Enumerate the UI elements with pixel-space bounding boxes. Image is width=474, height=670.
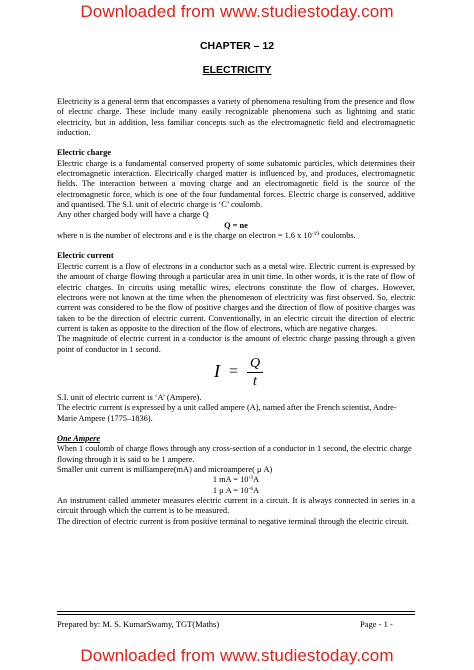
electric-current-heading: Electric current: [57, 251, 114, 261]
electric-charge-heading: Electric charge: [57, 148, 111, 158]
electric-charge-paragraph: Electric charge is a fundamental conserved property of some subatomic particles, which determines their electromagnetic interaction. Electrically charged matter is influenced by, and produces, electromagnetic fields. The interaction between a moving charge and an electromagnetic field is the source of the electromagnetic force, which is one of the four fundamental forces. Electric charge is conserved, additive and quantised. The S.I. unit of electric charge is ‘C’ coulomb.: [57, 158, 415, 210]
electric-current-paragraph: Electric current is a flow of electrons in a conductor such as a metal wire. Electric current is expressed by the amount of charge flowing through a particular area in unit time. In other words, it is the rate of flow of electric charges. In circuits using metallic wires, electrons constitute the flow of charges. However, electrons were not known at the time when the phenomenon of electricity was first observed. So, electric current was considered to be the flow of positive charges and the direction of flow of positive charges was taken to be the direction of electric current. Conventionally, in an electric circuit the direction of electric current is taken as opposite to the direction of the flow of electrons, which are negative charges.: [57, 261, 415, 333]
formula-numerator: Q: [249, 355, 261, 371]
si-unit-line: S.I. unit of electric current is ‘A’ (Ampere).: [57, 392, 202, 402]
charge-where-line: where n is the number of electrons and e is the charge on electron = 1.6 x $10^{-19}$ coulombs.: [57, 231, 356, 241]
intro-paragraph: Electricity is a general term that encompasses a variety of phenomena resulting from the presence and flow of electric charge. These include many easily recognizable phenomena such as lightning and static electricity, but in addition, less familiar concepts such as the electromagnetic field and electromagnetic induction.: [57, 97, 415, 138]
download-banner-top: Downloaded from www.studiestoday.com: [80, 2, 394, 21]
download-banner-bottom: Downloaded from www.studiestoday.com: [80, 646, 394, 665]
chapter-title: ELECTRICITY: [202, 64, 272, 76]
one-ampere-paragraph: When 1 coulomb of charge flows through any cross-section of a conductor in 1 second, the electric charge flowing through it is said to be 1 ampere.: [57, 444, 412, 464]
footer-author: Prepared by: M. S. KumarSwamy, TGT(Maths): [57, 619, 220, 629]
ammeter-paragraph: An instrument called ammeter measures electric current in a circuit. It is always connected in series in a circuit through which the current is to be measured.: [57, 496, 415, 516]
one-ampere-heading: One Ampere: [57, 433, 101, 443]
ampere-unit-paragraph: The electric current is expressed by a unit called ampere (A), named after the French scientist, Andre-Marie Ampere (1775–1836).: [57, 403, 397, 423]
exponent: -19: [311, 231, 320, 238]
footer-divider: [57, 611, 415, 612]
smaller-units-line: Smaller unit current is milliampere(mA) and microampere( μ A): [57, 464, 273, 474]
current-magnitude-paragraph: The magnitude of electric current in a conductor is the amount of electric charge passing through a given point of conductor in 1 second.: [57, 334, 415, 354]
charge-formula: Q = ne: [224, 220, 248, 230]
charge-q-line: Any other charged body will have a charge Q: [57, 210, 209, 220]
formula-equals: =: [229, 362, 239, 380]
document-body: [57, 97, 415, 527]
footer-page-number: Page - 1 -: [360, 619, 393, 629]
formula-fraction: [247, 356, 263, 389]
formula-lhs: I: [214, 360, 220, 381]
formula-denominator: t: [253, 373, 257, 389]
chapter-number: CHAPTER – 12: [199, 40, 275, 52]
current-direction-paragraph: The direction of electric current is from positive terminal to negative terminal through the electric circuit.: [57, 516, 409, 526]
milliampere-formula: 1 mA = $10^{-3}A$: [212, 475, 260, 485]
current-formula: [57, 355, 415, 393]
footer-divider-thin: [57, 614, 415, 615]
microampere-formula: 1 μ $A = 10^{-6}A$: [212, 485, 260, 495]
